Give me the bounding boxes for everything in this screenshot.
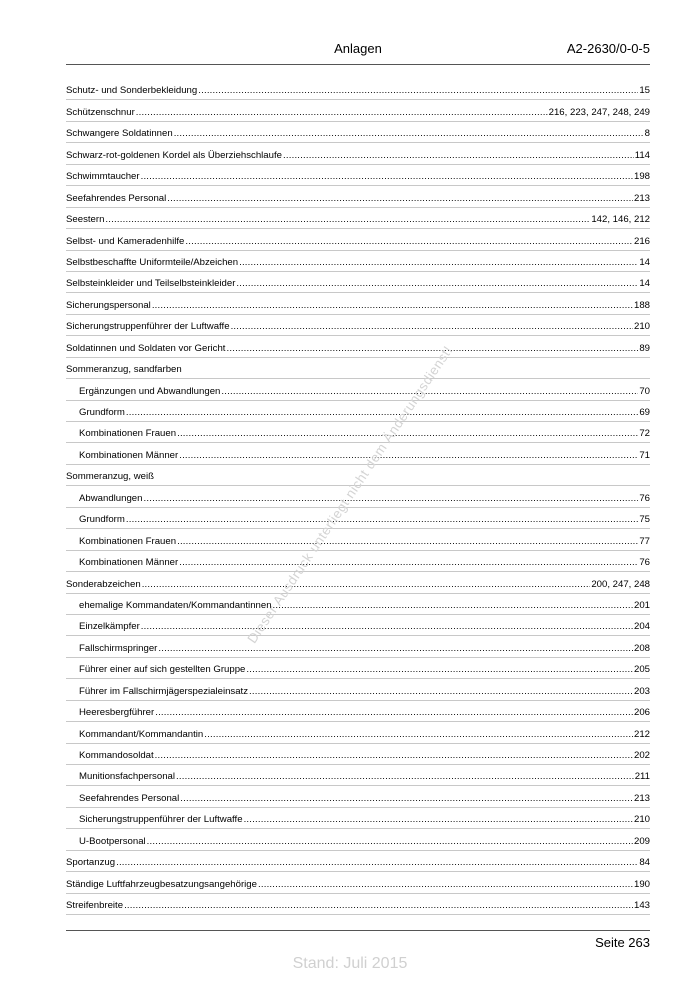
dot-leader <box>124 900 633 912</box>
entry-term: Sicherungstruppenführer der Luftwaffe <box>79 814 243 826</box>
index-subentry <box>66 508 650 529</box>
entry-term: Schutz- und Sonderbekleidung <box>66 85 198 97</box>
entry-pages: 143 <box>633 900 650 912</box>
index-subentry <box>66 401 650 422</box>
dot-leader <box>116 857 638 869</box>
entry-pages: 200, 247, 248 <box>591 578 650 590</box>
entry-term: Sportanzug <box>66 857 116 869</box>
index-entry <box>66 315 650 336</box>
entry-pages: 72 <box>639 428 650 440</box>
page-header <box>66 40 650 62</box>
index-list <box>66 79 650 915</box>
dot-leader <box>155 707 633 719</box>
dot-leader <box>143 493 638 505</box>
entry-term: Grundform <box>79 514 125 526</box>
entry-pages: 210 <box>633 814 650 826</box>
entry-pages: 206 <box>633 707 650 719</box>
dot-leader <box>126 514 638 526</box>
dot-leader <box>179 557 638 569</box>
entry-term: ehemalige Kommandaten/Kommandantinnen <box>79 599 272 611</box>
dot-leader <box>231 321 633 333</box>
entry-pages: 89 <box>639 342 650 354</box>
entry-pages: 71 <box>639 449 650 461</box>
entry-pages: 14 <box>639 256 650 268</box>
index-subentry <box>66 443 650 464</box>
index-subentry <box>66 722 650 743</box>
index-entry <box>66 79 650 100</box>
index-entry <box>66 872 650 893</box>
entry-term: Kombinationen Männer <box>79 557 179 569</box>
dot-leader <box>176 771 634 783</box>
entry-term: Seefahrendes Personal <box>66 192 167 204</box>
index-entry <box>66 143 650 164</box>
footer-divider <box>66 930 650 931</box>
dot-leader <box>158 643 633 655</box>
entry-term: Führer einer auf sich gestellten Gruppe <box>79 664 246 676</box>
index-entry <box>66 229 650 250</box>
entry-term: Kombinationen Männer <box>79 449 179 461</box>
entry-term: Streifenbreite <box>66 900 124 912</box>
entry-pages: 202 <box>633 750 650 761</box>
entry-term: Kommandant/Kommandantin <box>79 728 204 740</box>
entry-term: Einzelkämpfer <box>79 621 140 633</box>
entry-term: Heeresbergführer <box>79 707 155 719</box>
entry-term: Grundform <box>79 407 125 418</box>
dot-leader <box>236 278 638 290</box>
entry-pages: 76 <box>639 492 650 504</box>
entry-pages: 213 <box>633 792 650 804</box>
entry-term: Führer im Fallschirmjägerspezialeinsatz <box>79 685 249 697</box>
index-entry <box>66 293 650 314</box>
entry-term: Kombinationen Frauen <box>79 428 177 440</box>
index-entry <box>66 251 650 272</box>
entry-pages: 201 <box>633 599 650 611</box>
document-date: Stand: Juli 2015 <box>292 955 408 972</box>
header-divider <box>66 64 650 65</box>
entry-term: Kommandosoldat <box>79 750 154 761</box>
dot-leader <box>141 171 633 183</box>
entry-pages: 8 <box>644 128 650 140</box>
index-entry <box>66 100 650 121</box>
dot-leader <box>136 107 548 119</box>
entry-term: Seefahrendes Personal <box>79 792 180 804</box>
entry-pages: 213 <box>633 192 650 204</box>
entry-term: Kombinationen Frauen <box>79 535 177 547</box>
entry-pages: 142, 146, 212 <box>591 214 650 226</box>
index-entry <box>66 186 650 207</box>
entry-term: Schwimmtaucher <box>66 171 140 183</box>
entry-term: Sicherungspersonal <box>66 299 151 311</box>
index-entry <box>66 358 650 379</box>
entry-term: Selbsteinkleider und Teilselbsteinkleider <box>66 278 236 290</box>
index-subentry <box>66 808 650 829</box>
entry-term: Seestern <box>66 214 105 226</box>
entry-pages: 76 <box>639 557 650 569</box>
entry-pages: 190 <box>633 878 650 890</box>
dot-leader <box>244 814 633 826</box>
dot-leader <box>142 579 591 591</box>
document-code: A2-2630/0-0-5 <box>566 41 650 56</box>
entry-pages: 75 <box>639 514 650 526</box>
dot-leader <box>155 750 633 762</box>
dot-leader <box>141 621 633 633</box>
entry-pages: 69 <box>639 407 650 418</box>
index-entry <box>66 894 650 915</box>
entry-term: Sommeranzug, sandfarben <box>66 364 182 376</box>
index-subentry <box>66 658 650 679</box>
dot-leader <box>126 407 638 419</box>
entry-pages: 77 <box>639 535 650 547</box>
index-subentry <box>66 744 650 765</box>
index-entry <box>66 165 650 186</box>
dot-leader <box>174 128 644 140</box>
index-subentry <box>66 701 650 722</box>
dot-leader <box>273 600 633 612</box>
index-subentry <box>66 615 650 636</box>
index-subentry <box>66 529 650 550</box>
entry-term: U-Bootpersonal <box>79 835 146 847</box>
entry-term: Schützenschnur <box>66 106 135 118</box>
entry-pages: 216, 223, 247, 248, 249 <box>548 106 650 118</box>
index-subentry <box>66 765 650 786</box>
page-number: Seite 263 <box>595 935 650 950</box>
entry-term: Munitionsfachpersonal <box>79 771 175 783</box>
dot-leader <box>179 450 638 462</box>
entry-pages: 114 <box>634 149 650 161</box>
entry-pages: 198 <box>633 171 650 183</box>
dot-leader <box>167 193 633 205</box>
index-subentry <box>66 636 650 657</box>
entry-pages: 203 <box>633 685 650 697</box>
dot-leader <box>283 150 634 162</box>
dot-leader <box>177 536 638 548</box>
index-subentry <box>66 786 650 807</box>
entry-term: Sicherungstruppenführer der Luftwaffe <box>66 321 230 333</box>
index-entry <box>66 572 650 593</box>
entry-term: Ständige Luftfahrzeugbesatzungsangehörige <box>66 878 257 890</box>
index-entry <box>66 272 650 293</box>
entry-pages: 205 <box>633 664 650 676</box>
index-subentry <box>66 422 650 443</box>
entry-pages: 15 <box>639 85 650 97</box>
entry-pages: 209 <box>633 835 650 847</box>
index-entry <box>66 336 650 357</box>
entry-term: Selbstbeschaffte Uniformteile/Abzeichen <box>66 256 239 268</box>
entry-term: Schwangere Soldatinnen <box>66 128 173 140</box>
entry-pages: 84 <box>639 857 650 869</box>
dot-leader <box>105 214 590 226</box>
dot-leader <box>249 686 633 698</box>
entry-term: Sommeranzug, weiß <box>66 471 154 483</box>
dot-leader <box>180 793 633 805</box>
entry-term: Fallschirmspringer <box>79 642 158 654</box>
dot-leader <box>239 257 638 269</box>
index-entry <box>66 208 650 229</box>
entry-pages: 211 <box>634 771 650 783</box>
entry-term: Selbst- und Kameradenhilfe <box>66 235 185 247</box>
dot-leader <box>185 236 633 248</box>
watermark-text: Dieser Ausdruck unterliegt nicht dem Änderungsdienst! <box>244 343 456 646</box>
entry-pages: 210 <box>633 321 650 333</box>
entry-pages: 188 <box>633 299 650 311</box>
dot-leader <box>147 836 633 848</box>
entry-pages: 212 <box>633 728 650 740</box>
index-subentry <box>66 679 650 700</box>
dot-leader <box>246 664 633 676</box>
entry-term: Schwarz-rot-goldenen Kordel als Überziehschlaufe <box>66 149 282 161</box>
entry-term: Abwandlungen <box>79 492 143 504</box>
index-entry <box>66 851 650 872</box>
index-subentry <box>66 829 650 850</box>
entry-pages: 70 <box>639 385 650 397</box>
entry-term: Soldatinnen und Soldaten vor Gericht <box>66 342 226 354</box>
entry-term: Sonderabzeichen <box>66 578 141 590</box>
dot-leader <box>226 343 638 355</box>
index-subentry <box>66 379 650 400</box>
entry-pages: 216 <box>633 235 650 247</box>
index-subentry <box>66 594 650 615</box>
entry-pages: 208 <box>633 642 650 654</box>
entry-pages: 14 <box>639 278 650 290</box>
entry-pages: 204 <box>633 621 650 633</box>
dot-leader <box>198 85 638 97</box>
index-subentry <box>66 551 650 572</box>
dot-leader <box>177 428 638 440</box>
dot-leader <box>152 300 633 312</box>
header-title: Anlagen <box>334 41 382 56</box>
entry-term: Ergänzungen und Abwandlungen <box>79 385 221 397</box>
index-entry <box>66 122 650 143</box>
dot-leader <box>258 879 633 891</box>
dot-leader <box>204 729 633 741</box>
